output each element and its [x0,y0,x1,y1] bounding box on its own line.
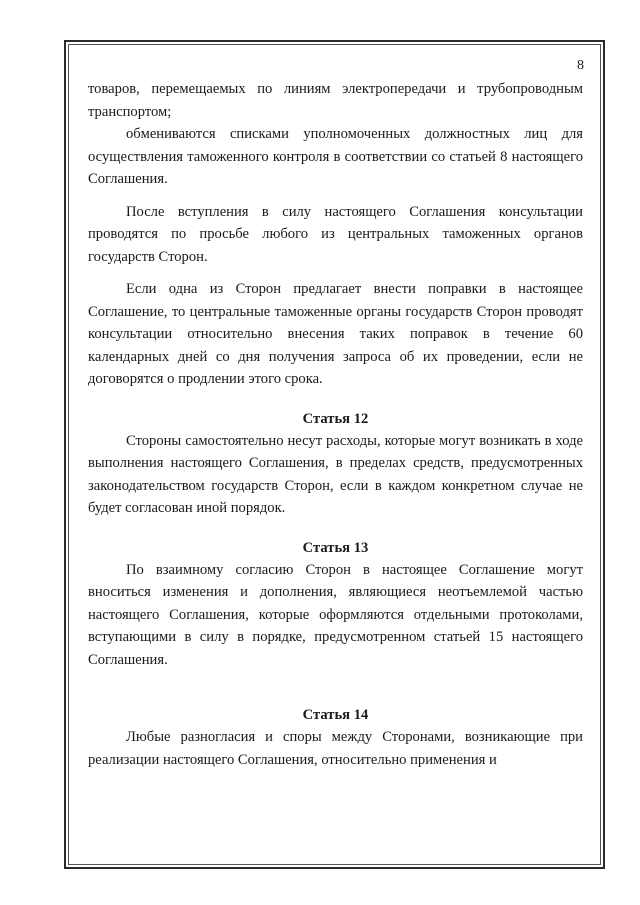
document-body [88,78,583,771]
article-14-text: Любые разногласия и споры между Сторонами, возникающие при реализации настоящего Соглашения, относительно применения и [88,729,583,768]
paragraph-exchange-lists: обмениваются списками уполномоченных должностных лиц для осуществления таможенного контроля в соответствии со статьей 8 настоящего Соглашения. [88,126,583,187]
paragraph-amendments: Если одна из Сторон предлагает внести поправки в настоящее Соглашение, то центральные таможенные органы государств Сторон проводят консультации относительно внесения таких поправок в течение 60 календарных дней со дня получения запроса об их проведении, если не договорятся о продлении этого срока. [88,281,583,387]
article-14-heading: Статья 14 [302,707,369,723]
spacer [88,520,583,537]
paragraph-goods: товаров, перемещаемых по линиям электропередачи и трубопроводным транспортом; [88,81,583,120]
spacer [88,391,583,408]
spacer [88,671,583,704]
page-number: 8 [577,58,584,73]
article-13-text: По взаимному согласию Сторон в настоящее Соглашение могут вноситься изменения и дополнения, являющиеся неотъемлемой частью настоящего Соглашения, которые оформляются отдельными протоколами, вступающими в силу в порядке, предусмотренном статьей 15 настоящего Соглашения. [88,561,583,668]
spacer [88,191,583,201]
spacer [88,268,583,278]
article-12-heading: Статья 12 [302,410,369,427]
paragraph-consultations: После вступления в силу настоящего Соглашения консультации проводятся по просьбе любого из центральных таможенных органов государств Сторон. [88,203,583,265]
article-13-heading: Статья 13 [302,539,369,556]
article-12-text: Стороны самостоятельно несут расходы, которые могут возникать в ходе выполнения настоящего Соглашения, в пределах средств, предусмотренных законодательством государств Сторон, если в каждом конкретном случае не будет согласован иной порядок. [88,432,583,516]
